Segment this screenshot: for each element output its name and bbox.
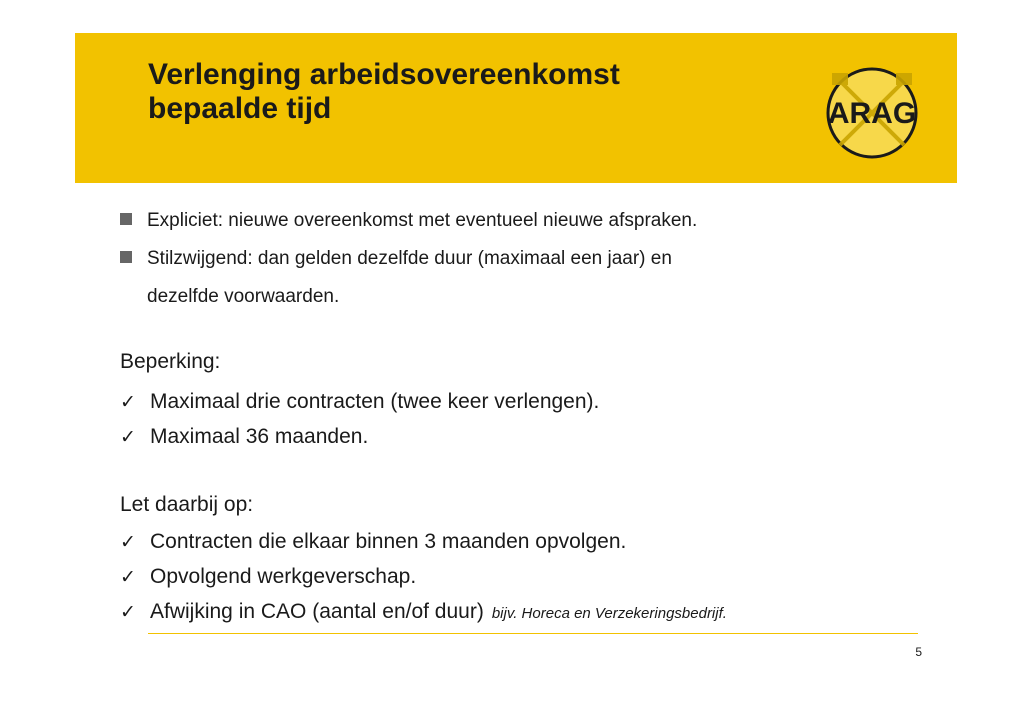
checkmark-icon: ✓ bbox=[120, 567, 136, 588]
page-number: 5 bbox=[915, 645, 922, 659]
bullet-tacit-continued: dezelfde voorwaarden. bbox=[147, 286, 340, 307]
slide-title bbox=[148, 58, 620, 126]
letop-heading: Let daarbij op: bbox=[120, 493, 254, 516]
letop-item: ✓ Afwijking in CAO (aantal en/of duur) bijv. Horeca en Verzekeringsbedrijf. bbox=[120, 600, 727, 623]
letop-item: ✓ Opvolgend werkgeverschap. bbox=[120, 565, 417, 588]
bullet-explicit: Expliciet: nieuwe overeenkomst met eventueel nieuwe afspraken. bbox=[120, 210, 697, 232]
title-line-1: Verlenging arbeidsovereenkomst bbox=[148, 58, 620, 91]
beperking-item: ✓ Maximaal drie contracten (twee keer verlengen). bbox=[120, 390, 600, 413]
square-bullet-icon bbox=[120, 213, 132, 225]
letop-item: ✓ Contracten die elkaar binnen 3 maanden opvolgen. bbox=[120, 530, 627, 553]
logo-text: ARAG bbox=[827, 97, 917, 130]
cao-note: bijv. Horeca en Verzekeringsbedrijf. bbox=[491, 605, 727, 622]
checkmark-icon: ✓ bbox=[120, 392, 136, 413]
arag-logo bbox=[822, 63, 922, 163]
checkmark-icon: ✓ bbox=[120, 602, 136, 623]
checkmark-icon: ✓ bbox=[120, 532, 136, 553]
beperking-item: ✓ Maximaal 36 maanden. bbox=[120, 425, 369, 448]
square-bullet-icon bbox=[120, 251, 132, 263]
beperking-heading: Beperking: bbox=[120, 350, 221, 373]
title-line-2: bepaalde tijd bbox=[148, 92, 332, 125]
footer-rule bbox=[148, 633, 918, 634]
bullet-tacit: Stilzwijgend: dan gelden dezelfde duur (maximaal een jaar) en bbox=[120, 248, 672, 270]
checkmark-icon: ✓ bbox=[120, 427, 136, 448]
